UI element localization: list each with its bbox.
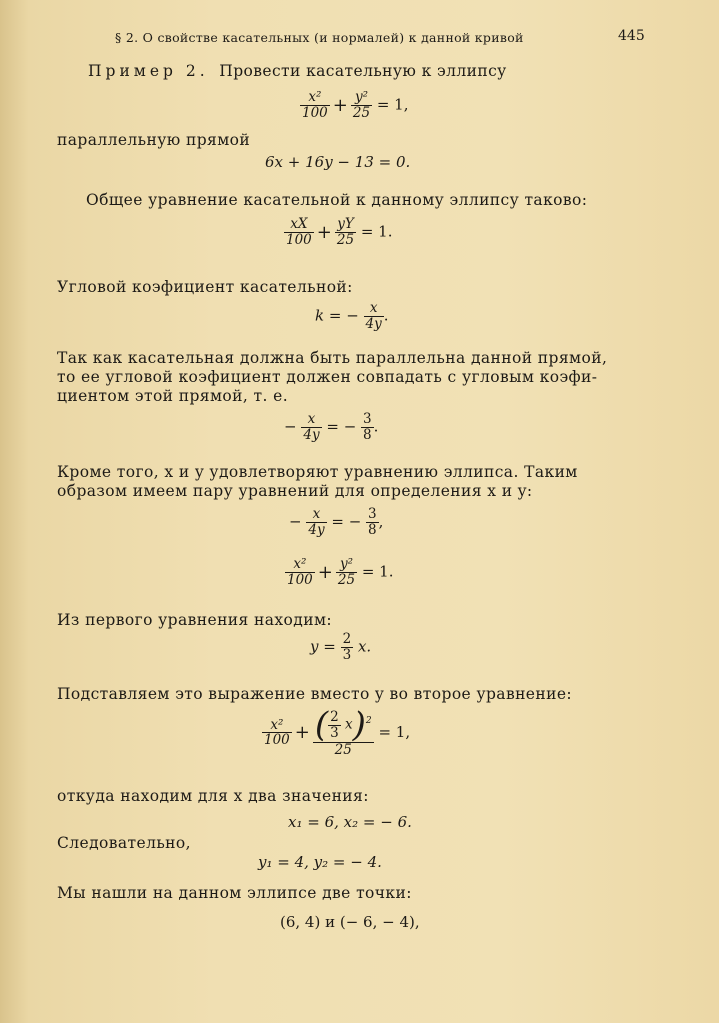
example-task: Провести касательную к эллипсу [219,62,507,80]
system-eq-2: $\frac{\text{x²}}{100}$ + $\frac{\text{y²}}{25}$ = 1. [287,556,394,588]
slope-equality: − $\frac{x}{4y}$ = − $\frac{3}{8}$ . [284,411,379,443]
text-line: Кроме того, x и y удовлетворяют уравнению эллипса. Таким [57,463,578,481]
slope-formula: k = − $\frac{x}{4y}$ . [315,300,389,332]
text-line: параллельную прямой [57,131,251,149]
text-line: Угловой коэфициент касательной: [57,278,353,296]
running-title: § 2. О свойстве касательных (и нормалей) к данной кривой [115,30,524,45]
points-result: (6, 4) и (− 6, − 4), [280,913,420,931]
text-line: Общее уравнение касательной к данному эллипсу таково: [86,191,588,209]
ellipse-formula: $\frac{\text{x²}}{100}$ + $\frac{\text{y²}}{25}$ = 1, [302,89,409,121]
tangent-formula: $\frac{xX}{100}$ + $\frac{yY}{25}$ = 1. [286,216,393,248]
line-equation: 6x + 16y − 13 = 0. [265,153,411,171]
y-expression: y = $\frac{2}{3}$ x. [310,631,372,663]
text-line: Из первого уравнения находим: [57,611,333,629]
text-line: Следовательно, [57,834,191,852]
example-label: Пример 2. [88,62,209,80]
text-line: то ее угловой коэфициент должен совпадать с угловым коэфи- [57,368,598,386]
text-line: образом имеем пару уравнений для определения x и y: [57,482,533,500]
example-heading [88,62,507,80]
text-line: Мы нашли на данном эллипсе две точки: [57,884,412,902]
text-line: циентом этой прямой, т. е. [57,387,289,405]
y-values: y₁ = 4, y₂ = − 4. [258,853,382,871]
fraction-y2-25: $\frac{\text{y²}}{25}$ [352,89,371,121]
system-eq-1: − $\frac{x}{4y}$ = − $\frac{3}{8}$ , [289,506,384,538]
fraction-x2-100: $\frac{\text{x²}}{100}$ [302,89,328,121]
substitution-formula: $\frac{\text{x²}}{100}$ + ( $\frac{2}{3}$ x)$^2$ 25 = 1, [264,705,411,758]
text-line: откуда находим для x два значения: [57,787,369,805]
page-number: 445 [618,28,645,44]
text-line: Так как касательная должна быть параллельна данной прямой, [57,349,608,367]
x-values: x₁ = 6, x₂ = − 6. [288,813,412,831]
text-line: Подставляем это выражение вместо y во второе уравнение: [57,685,573,703]
